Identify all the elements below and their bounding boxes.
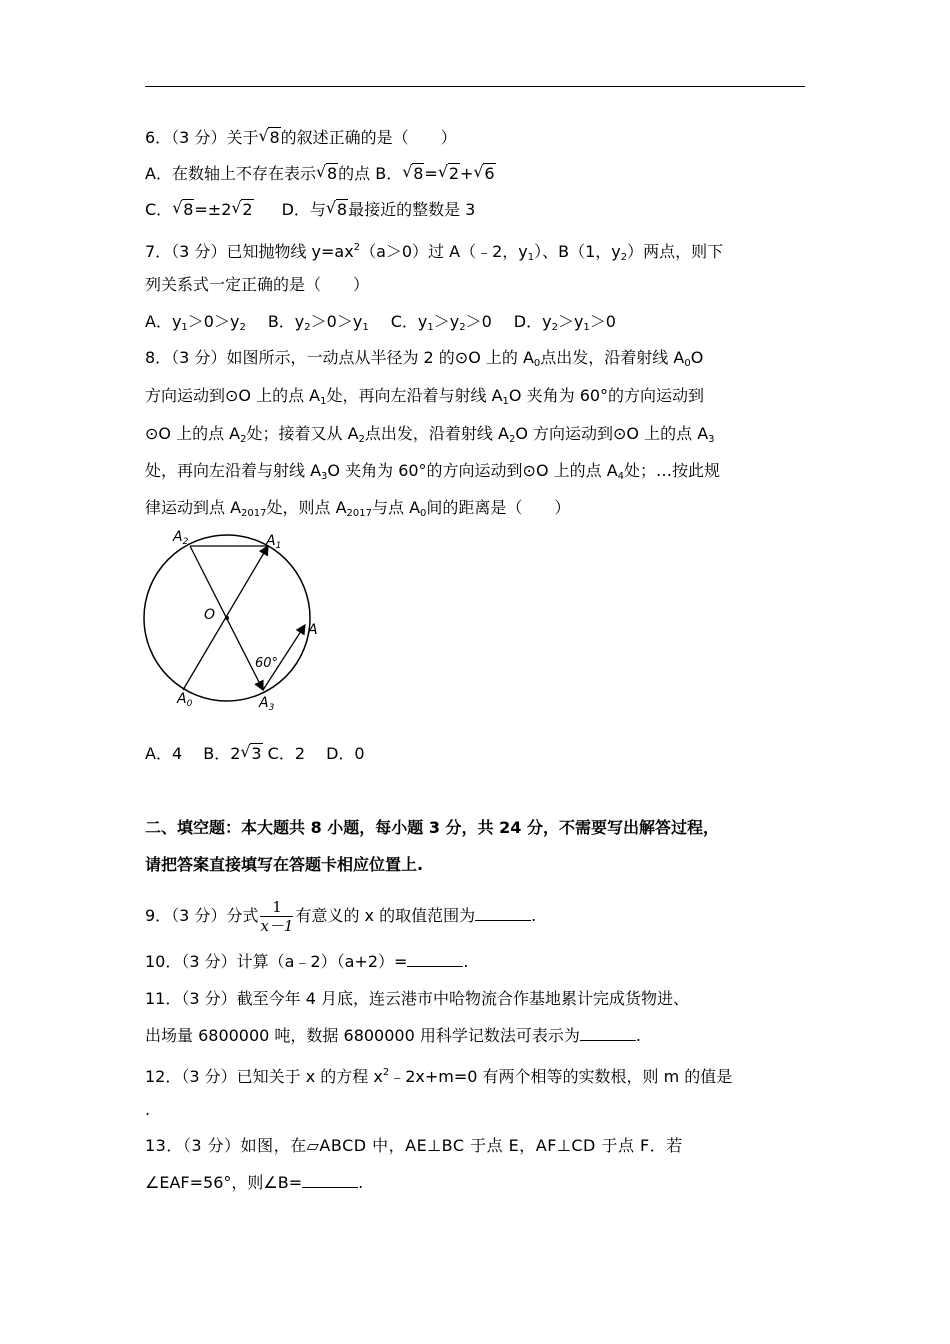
q8-stem-line4: 处，再向左沿着与射线 $A_3O$ 夹角为 60°的方向运动到⊙O 上的点 $A_4$处；…按此规 [145,461,721,482]
q12-line2: . [145,1100,151,1119]
q8-stem-line1: 8．（3 分）如图所示，一动点从半径为 2 的⊙O 上的 $A_0$点出发，沿着射线 $A_0O$ [145,348,704,369]
q13-line1: 13．（3 分）如图，在▱ABCD 中，AE⊥BC 于点 E，AF⊥CD 于点 F．若 [145,1136,683,1155]
q8-circle-figure [135,525,335,720]
label-60: 60° [255,656,279,671]
q10-answer-blank [407,952,463,967]
section2-heading-line1: 二、填空题：本大题共 8 小题，每小题 3 分，共 24 分，不需要写出解答过程， [145,818,719,837]
q8-stem-line3: ⊙O 上的点 $A_2$处；接着又从 $A_2$点出发，沿着射线 $A_2O$ 方向运动到⊙O 上的点 $A_3$ [145,424,715,445]
label-a0: $A_0$ [177,691,193,709]
q8-options: A．4 B．2√ 3 C．2 D．0 [145,744,365,764]
q11-answer-blank [580,1026,636,1041]
q12-line1: 12．（3 分）已知关于 x 的方程 $x^2﹣2x+m=0$ 有两个相等的实数根，则 m 的值是 [145,1067,733,1086]
q11-line2: 出场量 6800000 吨，数据 6800000 用科学记数法可表示为 . [145,1026,641,1045]
label-a: A [308,622,318,638]
q7-stem-line1: 7．（3 分）已知抛物线 $y=ax^2(a>0)$过 A（﹣2，$y_1$）、B（1，$y_2$）两点，则下 [145,242,724,263]
section2-heading-line2: 请把答案直接填写在答题卡相应位置上. [145,855,424,874]
center-dot [225,616,229,620]
label-a3: $A_3$ [259,695,275,713]
q7-options: A．$y_1>0>y_2$ B．$y_2>0>y_1$ C．$y_1>y_2>0$ D．$y_2>y_1>0$ [145,312,616,333]
q9-answer-blank [475,906,531,921]
q10: 10．（3 分）计算（a﹣2）（a+2）= . [145,952,469,971]
label-a2: $A_2$ [173,529,189,547]
q7-stem-line2: 列关系式一定正确的是（ ） [145,275,370,294]
q8-stem-line5: 律运动到点 $A_{2017}$处，则点 $A_{2017}$与点 $A_0$间的距离是（ ） [145,498,571,519]
label-a1: $A_1$ [266,533,282,551]
q9-fraction: $\frac{1}{x-1}$ [260,898,294,935]
q9: 9．（3 分）分式 $\frac{1}{x-1}$ 有意义的 x 的取值范围为 . [145,898,537,935]
q13-answer-blank [302,1173,358,1188]
q8-stem-line2: 方向运动到⊙O 上的点 $A_1$处，再向左沿着与射线 $A_1O$ 夹角为 60°的方向运动到 [145,386,705,407]
label-o: O [204,607,216,623]
q11-line1: 11．（3 分）截至今年 4 月底，连云港市中哈物流合作基地累计完成货物进、 [145,989,689,1008]
q6-stem: 6．（3 分）关于√ 8的叙述正确的是（ ） [145,128,457,148]
q6-options-ab: A．在数轴上不存在表示√ 8的点 B．√ 8=√ 2+√ 6 [145,164,496,184]
q13-line2: ∠EAF=56°，则∠B= . [145,1173,364,1192]
q6-options-cd: C．√ 8=±2√ 2 D．与√ 8最接近的整数是 3 [145,200,475,220]
header-rule [145,86,805,87]
